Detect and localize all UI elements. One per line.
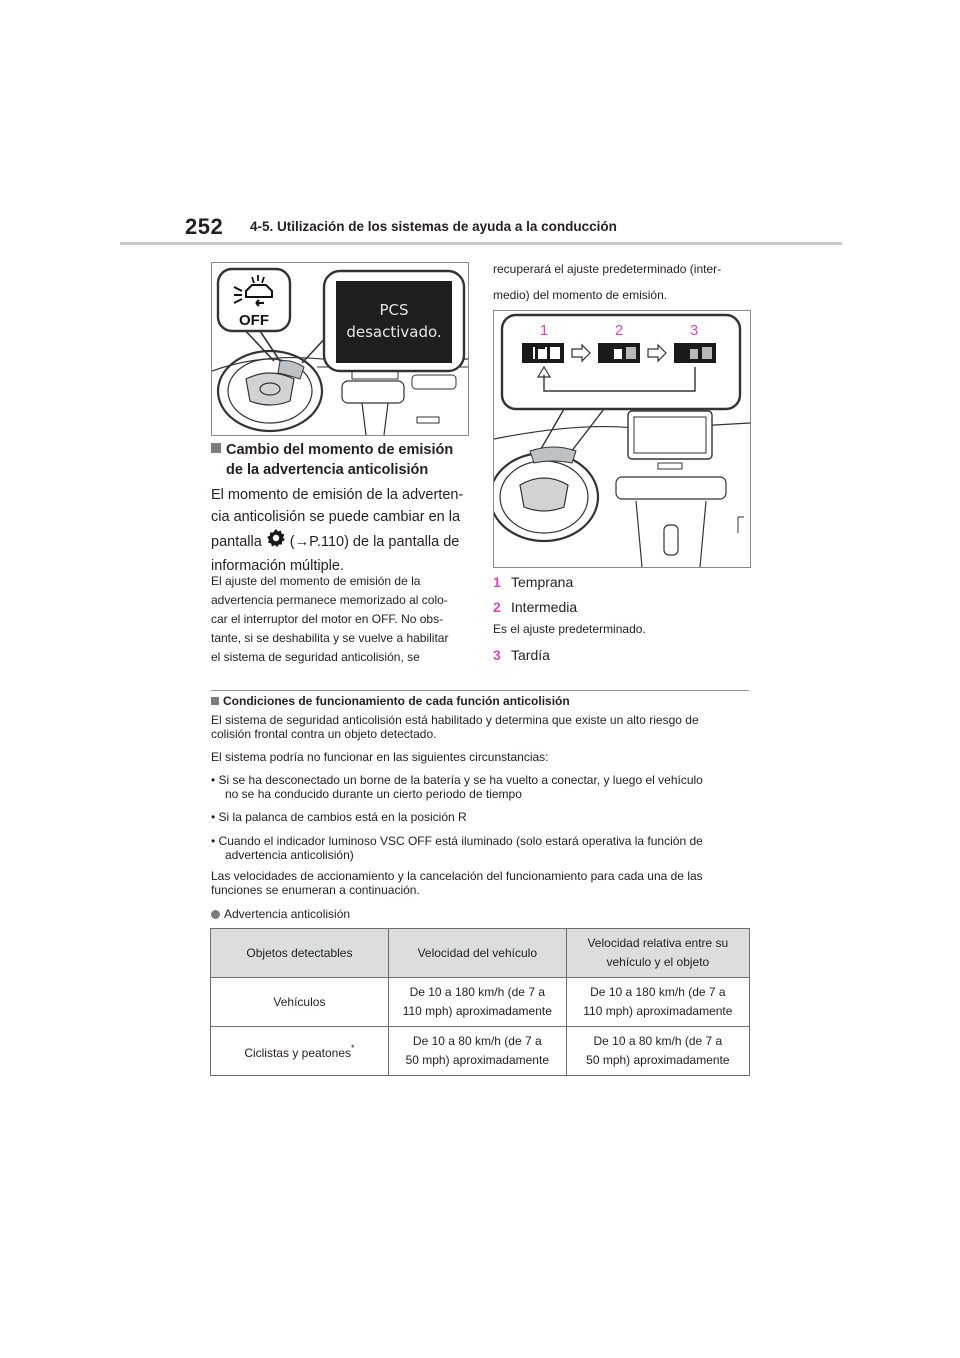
pcs-off-figure: [211, 262, 469, 436]
conditions-paragraph-2: El sistema podría no funcionar en las siguientes circunstancias:: [211, 750, 549, 764]
conditions-bullet-3: • Cuando el indicador luminoso VSC OFF está iluminado (solo estará operativa la función de advertencia anticolisión): [211, 834, 703, 862]
off-label: OFF: [239, 312, 269, 329]
timing-item-middle: 2 Intermedia: [493, 599, 578, 615]
display-line-1: PCS: [379, 301, 409, 319]
display-line-2: desactivado.: [346, 323, 442, 341]
pcs-off-illustration: [212, 263, 468, 435]
section-heading: Cambio del momento de emisión de la advertencia anticolisión: [211, 440, 471, 480]
section-divider: [211, 690, 749, 691]
conditions-subheading: Advertencia anticolisión: [211, 907, 749, 921]
table-row: [211, 1027, 750, 1076]
conditions-heading: Condiciones de funcionamiento de cada función anticolisión: [211, 694, 570, 708]
table-header-cell: Velocidad del vehículo: [388, 929, 566, 978]
table-header-cell: Velocidad relativa entre su vehículo y el objeto: [566, 929, 749, 978]
default-note: Es el ajuste predeterminado.: [493, 622, 646, 636]
section-square-icon: [211, 443, 221, 453]
table-header-cell: Objetos detectables: [211, 929, 389, 978]
conditions-bullet-2: • Si la palanca de cambios está en la posición R: [211, 810, 467, 824]
section-note: El ajuste del momento de emisión de la advertencia permanece memorizado al colo- car el interruptor del motor en OFF. No obs- tante, si se deshabilita y se vuelve a habilitar el sistema de seguridad anticolisión, se: [211, 574, 449, 664]
section-note-continued: recuperará el ajuste predeterminado (inter- medio) del momento de emisión.: [493, 262, 722, 302]
conditions-bullet-1: • Si se ha desconectado un borne de la batería y se ha vuelto a conectar, y luego el vehículo no se ha conducido durante un cierto periodo de tiempo: [211, 773, 703, 801]
step-2-label: 2: [614, 322, 624, 339]
gear-icon: [266, 528, 286, 555]
footnote-mark: *: [351, 1043, 355, 1053]
step-3-label: 3: [689, 322, 699, 339]
step-1-label: 1: [539, 322, 549, 339]
table-cell: De 10 a 180 km/h (de 7 a 110 mph) aproximadamente: [566, 978, 749, 1027]
table-cell: Vehículos: [211, 978, 389, 1027]
table-cell: De 10 a 80 km/h (de 7 a 50 mph) aproximadamente: [566, 1027, 749, 1076]
chapter-title: 4-5. Utilización de los sistemas de ayuda a la conducción: [250, 219, 617, 234]
timing-item-early: 1 Temprana: [493, 574, 574, 590]
timing-figure: [493, 310, 751, 568]
conditions-paragraph-3: Las velocidades de accionamiento y la cancelación del funcionamiento para cada una de las funciones se enumeran a continuación.: [211, 869, 703, 897]
timing-illustration: [494, 311, 750, 567]
activation-speed-table: [210, 928, 750, 1076]
table-header-row: [211, 929, 750, 978]
timing-item-late: 3 Tardía: [493, 647, 550, 663]
table-row: [211, 978, 750, 1027]
conditions-paragraph-1: El sistema de seguridad anticolisión está habilitado y determina que existe un alto riesgo de colisión frontal contra un objeto detectado.: [211, 713, 699, 741]
table-cell: De 10 a 180 km/h (de 7 a 110 mph) aproximadamente: [388, 978, 566, 1027]
table-cell: De 10 a 80 km/h (de 7 a 50 mph) aproximadamente: [388, 1027, 566, 1076]
table-cell: Ciclistas y peatones*: [211, 1027, 389, 1076]
bullet-dot-icon: [211, 910, 220, 919]
section-square-icon: [211, 697, 219, 705]
page-number: 252: [185, 214, 224, 239]
header-rule: [120, 242, 842, 245]
section-paragraph: El momento de emisión de la adverten- cia anticolisión se puede cambiar en la pantalla (→P.110) de la pantalla de información múltiple.: [211, 487, 464, 574]
